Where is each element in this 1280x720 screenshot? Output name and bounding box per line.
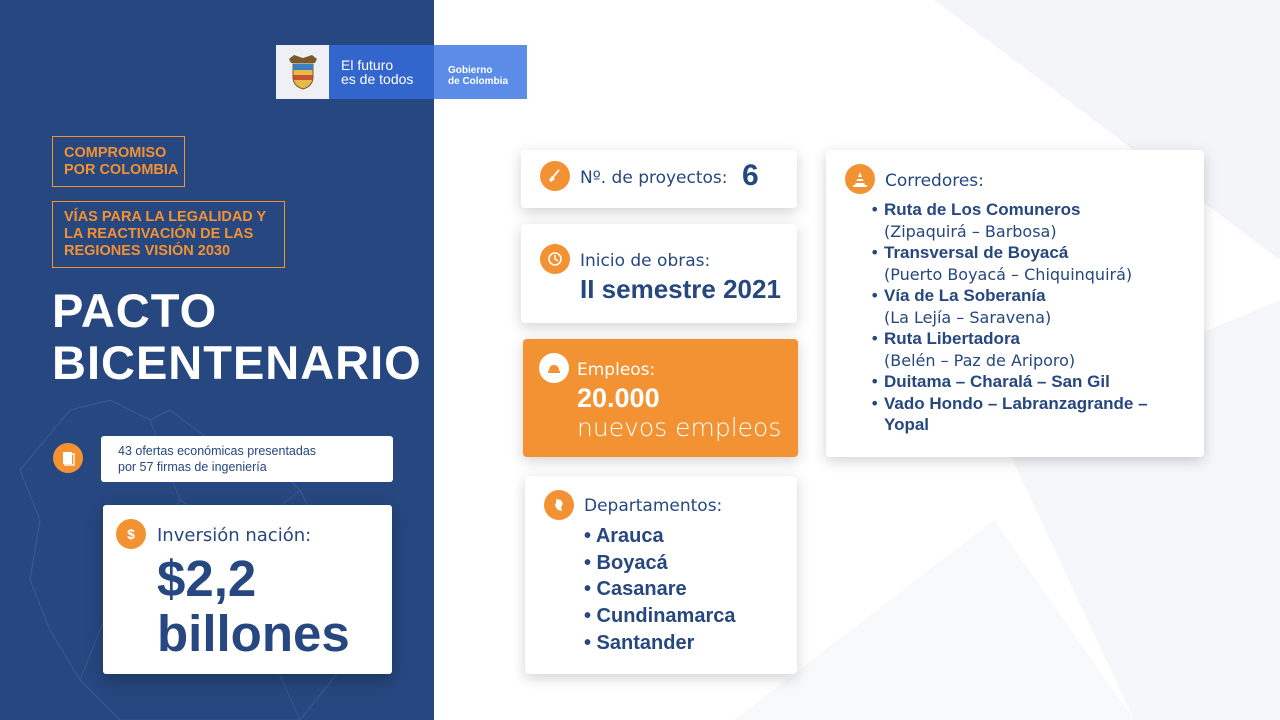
start-card bbox=[521, 224, 797, 323]
commitment-line2: POR COLOMBIA bbox=[64, 162, 179, 178]
investment-value-line1: $2,2 bbox=[157, 550, 257, 607]
map-icon bbox=[544, 490, 574, 520]
government-logo bbox=[276, 45, 527, 99]
corridor-route: (Puerto Boyacá – Chiquinquirá) bbox=[884, 264, 1133, 284]
projects-card bbox=[521, 150, 797, 208]
list-item: • Boyacá bbox=[584, 551, 668, 574]
list-item: • Cundinamarca bbox=[584, 605, 736, 628]
page-title bbox=[52, 285, 422, 389]
gov-name-line1: Gobierno bbox=[448, 65, 493, 76]
investment-label: Inversión nación: bbox=[157, 525, 312, 546]
investment-value-line2: billones bbox=[157, 605, 350, 662]
jobs-sub: nuevos empleos bbox=[577, 413, 782, 442]
commitment-line1: COMPROMISO bbox=[64, 145, 167, 161]
list-item bbox=[870, 199, 1190, 242]
list-item bbox=[870, 328, 1190, 371]
list-item: • Casanare bbox=[584, 578, 687, 601]
program-line2: LA REACTIVACIÓN DE LAS bbox=[64, 226, 254, 242]
departments-label: Departamentos: bbox=[584, 496, 723, 516]
gov-name bbox=[434, 45, 527, 99]
slogan-line2: es de todos bbox=[341, 71, 414, 87]
investment-card bbox=[103, 505, 392, 674]
start-value: II semestre 2021 bbox=[580, 274, 781, 304]
corridor-route: (La Lejía – Saravena) bbox=[884, 307, 1052, 327]
offers-line1: 43 ofertas económicas presentadas bbox=[118, 444, 317, 458]
commitment-tag bbox=[52, 136, 185, 187]
offers-card bbox=[101, 436, 393, 482]
projects-label: Nº. de proyectos: bbox=[580, 168, 728, 188]
jobs-label: Empleos: bbox=[577, 360, 656, 380]
list-item bbox=[870, 371, 1190, 393]
departments-card bbox=[525, 476, 797, 674]
corridors-card bbox=[826, 150, 1204, 457]
document-icon bbox=[53, 443, 83, 473]
corridor-name: • Vía de La Soberanía bbox=[884, 286, 1046, 305]
start-label: Inicio de obras: bbox=[580, 251, 711, 271]
program-line1: VÍAS PARA LA LEGALIDAD Y bbox=[64, 209, 267, 225]
slogan-line1: El futuro bbox=[341, 57, 394, 73]
corridor-name: • Transversal de Boyacá bbox=[884, 243, 1069, 262]
program-tag bbox=[52, 201, 285, 268]
coat-of-arms-icon bbox=[276, 45, 329, 99]
list-item: • Santander bbox=[584, 631, 695, 654]
list-item bbox=[870, 285, 1190, 328]
corridor-name: • Ruta Libertadora bbox=[884, 329, 1021, 348]
traffic-cone-icon bbox=[845, 164, 875, 194]
jobs-value: 20.000 bbox=[577, 383, 660, 413]
hard-hat-icon bbox=[539, 353, 569, 383]
investment-value bbox=[157, 551, 350, 661]
corridors-label: Corredores: bbox=[885, 171, 984, 191]
corridors-list bbox=[870, 199, 1190, 436]
projects-value: 6 bbox=[742, 159, 759, 192]
jobs-card bbox=[523, 339, 798, 457]
shovel-icon bbox=[540, 161, 570, 191]
program-line3: REGIONES VISIÓN 2030 bbox=[64, 243, 231, 259]
corridor-name: • Duitama – Charalá – San Gil bbox=[884, 372, 1110, 391]
corridor-route: (Belén – Paz de Ariporo) bbox=[884, 350, 1076, 370]
gov-slogan bbox=[329, 45, 434, 99]
list-item bbox=[870, 242, 1190, 285]
gov-name-line2: de Colombia bbox=[448, 76, 509, 87]
corridor-name: • Vado Hondo – Labranzagrande – Yopal bbox=[884, 393, 1148, 434]
corridor-name: • Ruta de Los Comuneros bbox=[884, 200, 1081, 219]
list-item bbox=[870, 393, 1190, 436]
list-item: • Arauca bbox=[584, 525, 664, 547]
clock-icon bbox=[540, 244, 570, 274]
offers-line2: por 57 firmas de ingeniería bbox=[118, 460, 267, 474]
corridor-route: (Zipaquirá – Barbosa) bbox=[884, 221, 1057, 241]
dollar-icon: $ bbox=[116, 519, 146, 549]
title-line2: BICENTENARIO bbox=[52, 336, 422, 389]
departments-list bbox=[584, 523, 735, 657]
title-line1: PACTO bbox=[52, 284, 218, 337]
